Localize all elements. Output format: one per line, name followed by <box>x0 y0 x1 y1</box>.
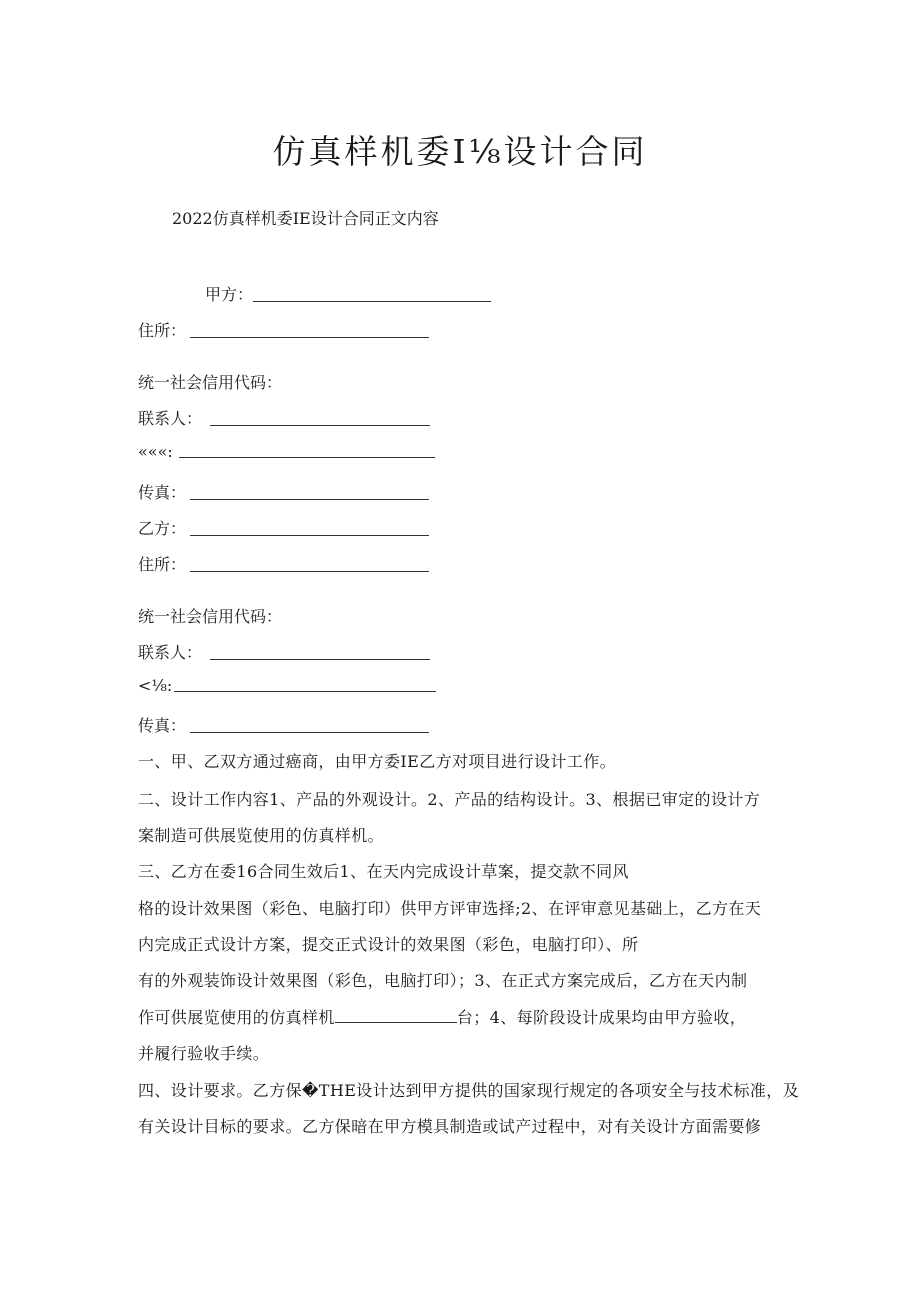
party-a-contact-label: 联系人： <box>138 409 203 428</box>
party-b-fax-label: 传真： <box>138 716 187 735</box>
clause-3-line-4: 有的外观装饰设计效果图（彩色，电脑打印）；3、在正式方案完成后，乙方在天内制 <box>138 971 748 990</box>
party-a-label: 甲方： <box>205 285 254 304</box>
party-a-fax-label: 传真： <box>138 483 187 502</box>
party-b-contact-field <box>138 640 430 663</box>
party-b-field <box>138 516 429 539</box>
clause-1: 一、甲、乙双方通过癌商，由甲方委IE乙方对项目进行设计工作。 <box>138 752 617 771</box>
party-b-phone-label: <⅛: <box>138 676 173 695</box>
party-b-contact-blank <box>210 658 430 660</box>
party-a-fax-blank <box>190 498 429 500</box>
quantity-blank <box>335 1008 457 1023</box>
party-b-phone-field <box>138 676 436 695</box>
party-b-phone-blank <box>174 690 436 692</box>
party-a-credit-code-label: 统一社会信用代码： <box>138 373 283 392</box>
party-a-address-blank <box>190 336 429 338</box>
clause-3-line-3: 内完成正式设计方案，提交正式设计的效果图（彩色，电脑打印）、所 <box>138 935 639 954</box>
party-b-fax-blank <box>190 731 429 733</box>
clause-3-line-2: 格的设计效果图（彩色、电脑打印）供甲方评审选择;2、在评审意见基础上，乙方在天 <box>138 899 762 918</box>
clause-4-line-1: 四、设计要求。乙方保�THE设计达到甲方提供的国家现行规定的各项安全与技术标准，及 <box>138 1081 800 1100</box>
party-a-contact-blank <box>210 424 430 426</box>
party-a-address-field <box>138 318 429 341</box>
party-a-address-label: 住所： <box>138 321 187 340</box>
clause-2-line-2: 案制造可供展览使用的仿真样机。 <box>138 826 385 845</box>
party-a-phone-label: «««: <box>138 442 173 461</box>
party-b-label: 乙方： <box>138 519 187 538</box>
party-b-address-blank <box>190 570 429 572</box>
contract-subtitle: 2022仿真样机委IE设计合同正文内容 <box>172 209 439 228</box>
party-a-credit-code-field <box>138 370 282 393</box>
party-b-address-field <box>138 552 429 575</box>
party-b-credit-code-label: 统一社会信用代码： <box>138 607 283 626</box>
party-b-address-label: 住所： <box>138 555 187 574</box>
party-a-fax-field <box>138 480 429 503</box>
clause-3-line-6: 并履行验收手续。 <box>138 1044 270 1063</box>
clause-3-line-5-a: 作可供展览使用的仿真样机 <box>138 1008 335 1027</box>
party-a-phone-field <box>138 442 435 461</box>
party-b-blank <box>190 534 429 536</box>
clause-3-line-1: 三、乙方在委16合同生效后1、在天内完成设计草案，提交款不同风 <box>138 862 629 881</box>
party-a-blank <box>253 300 491 302</box>
party-b-contact-label: 联系人： <box>138 643 203 662</box>
party-a-field <box>205 282 491 305</box>
clause-4-line-2: 有关设计目标的要求。乙方保暗在甲方模具制造或试产过程中，对有关设计方面需要修 <box>138 1117 762 1136</box>
clause-3-line-5 <box>138 1005 746 1028</box>
party-a-contact-field <box>138 406 430 429</box>
clause-3-line-5-b: 台；4、每阶段设计成果均由甲方验收， <box>456 1008 747 1027</box>
contract-title: 仿真样机委I⅛设计合同 <box>272 132 648 171</box>
clause-2-line-1: 二、设计工作内容1、产品的外观设计。2、产品的结构设计。3、根据已审定的设计方 <box>138 790 761 809</box>
party-b-credit-code-field <box>138 604 282 627</box>
party-a-phone-blank <box>179 456 435 458</box>
party-b-fax-field <box>138 713 429 736</box>
